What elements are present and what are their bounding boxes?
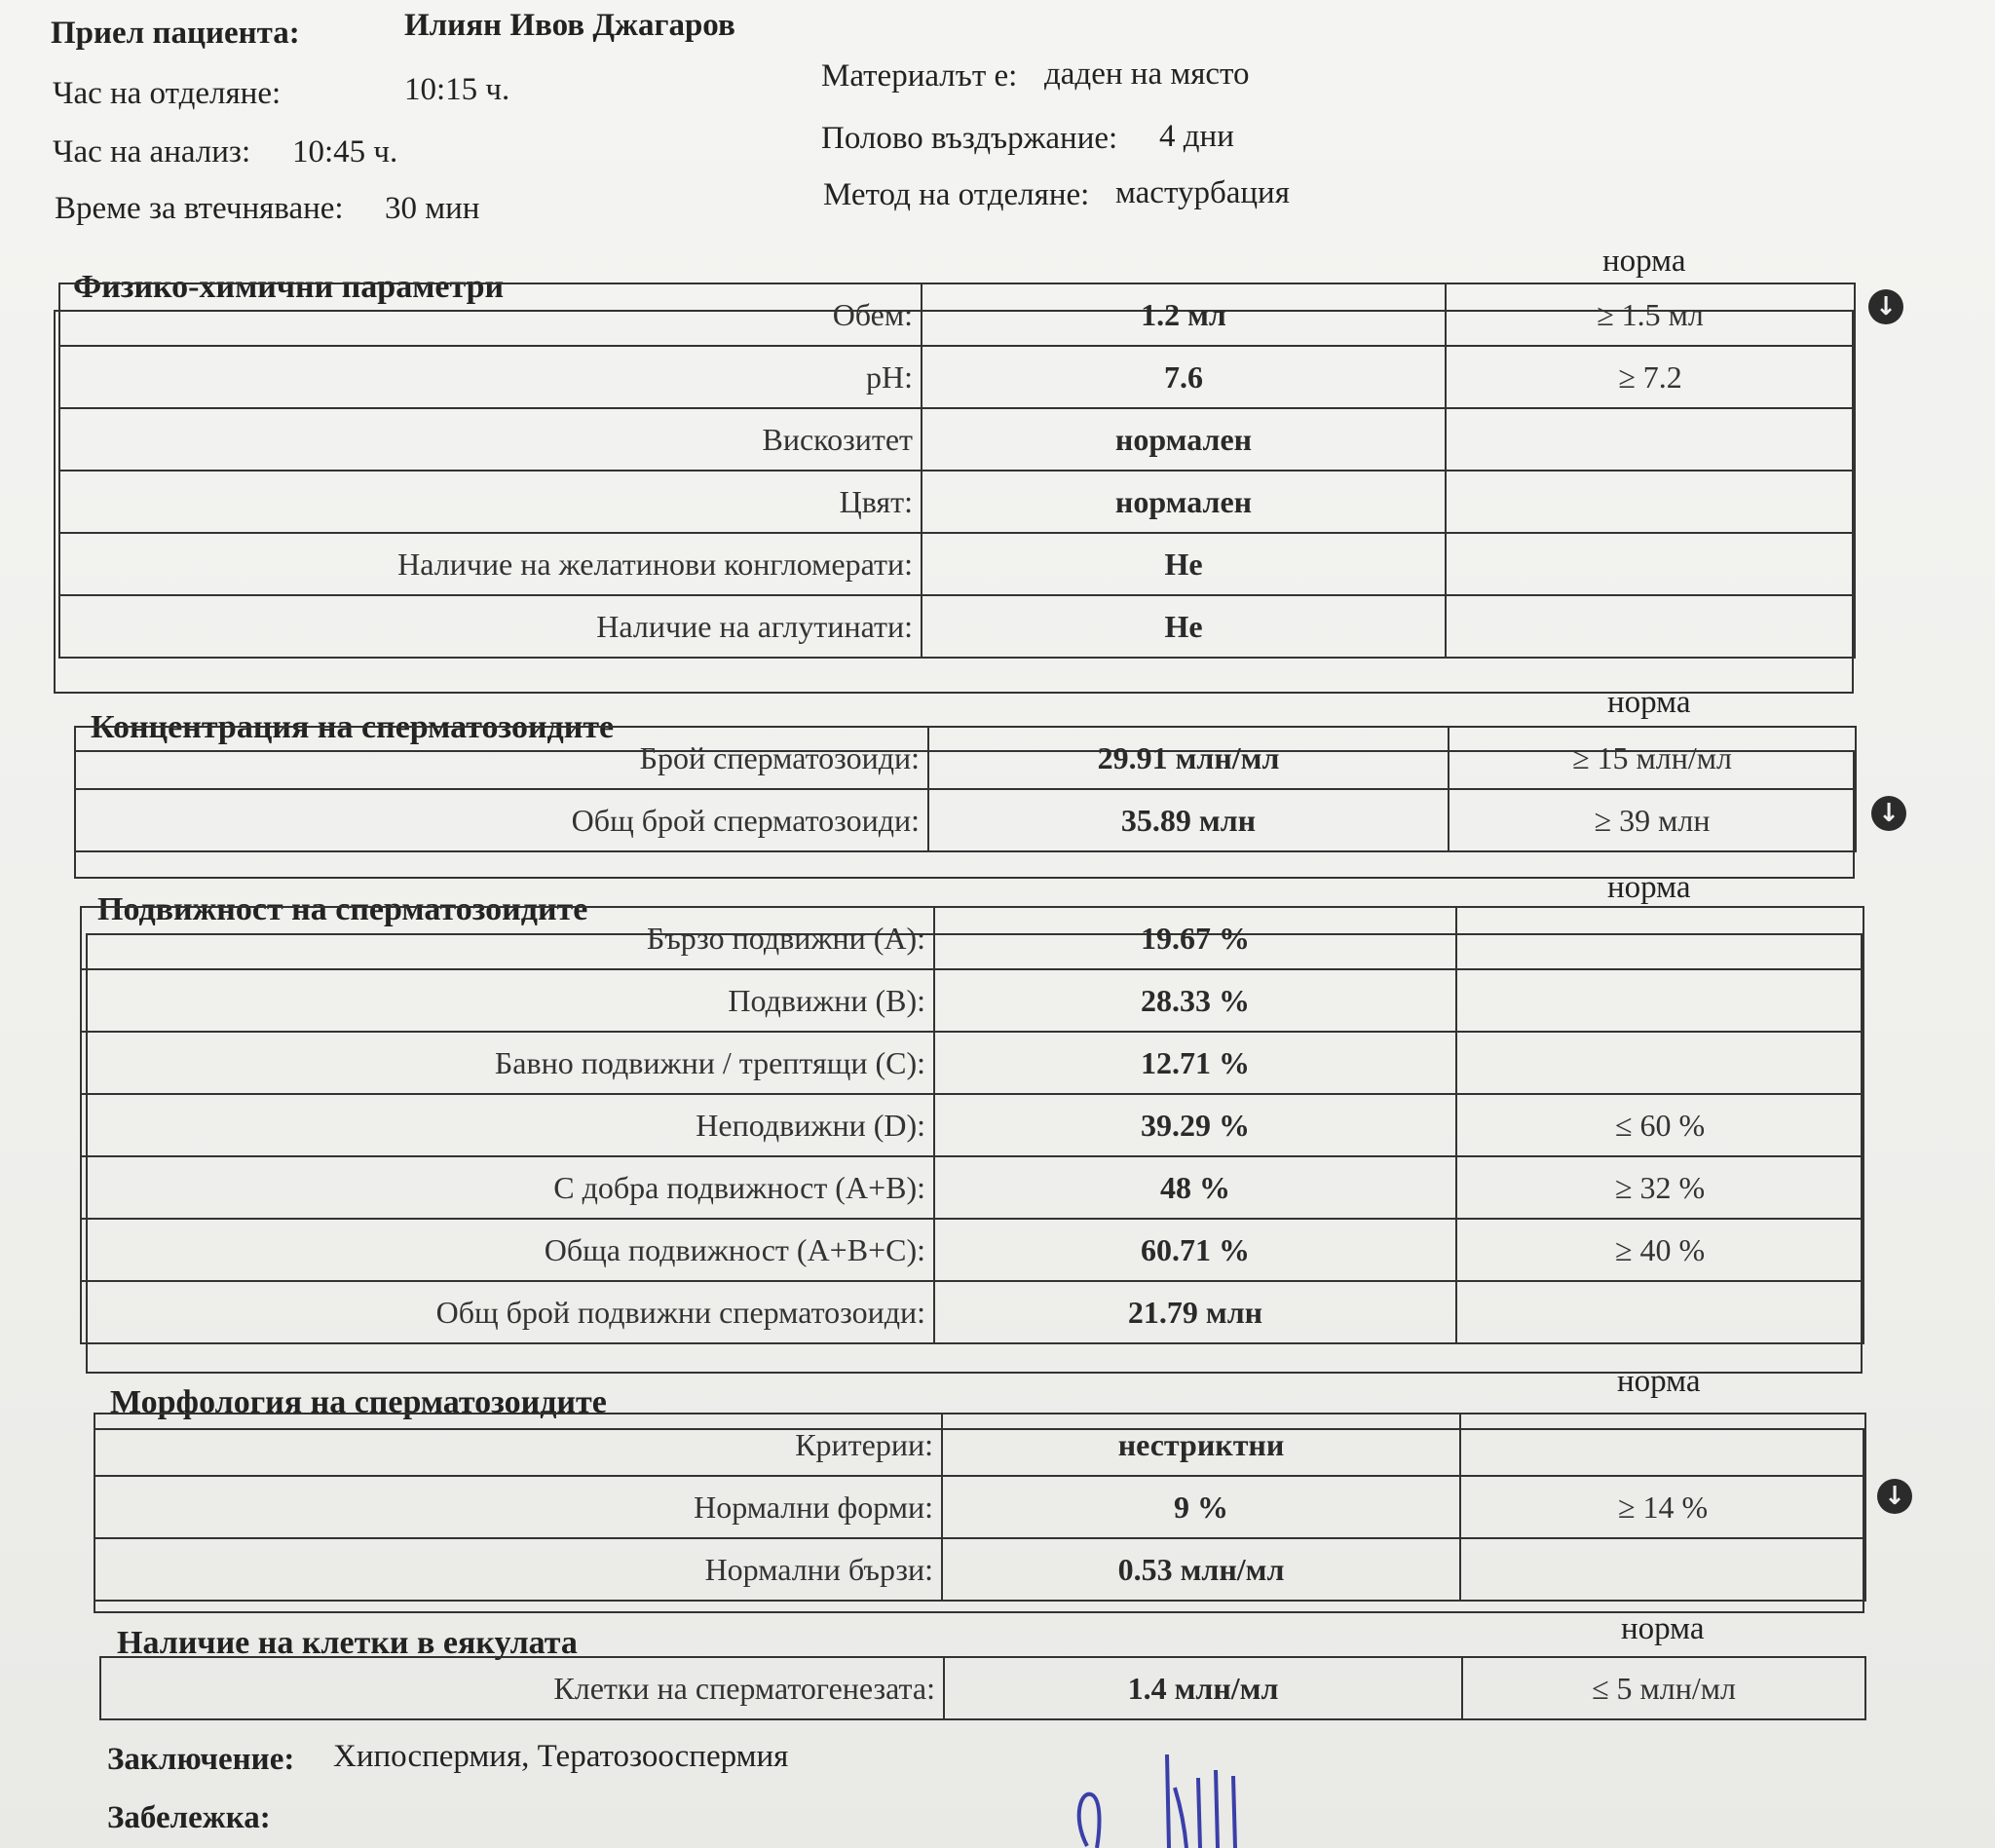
patient-label: Приел пациента: (51, 16, 300, 51)
row-label: Наличие на желатинови конгломерати: (59, 533, 922, 595)
norm-header: норма (1607, 870, 1691, 905)
arrow-down-circle-icon: ↓ (1871, 796, 1906, 831)
material-value: даден на място (1044, 57, 1250, 92)
norm-header: норма (1602, 244, 1686, 279)
row-norm: ≥ 32 % (1456, 1156, 1863, 1219)
row-norm: ≥ 14 % (1460, 1476, 1865, 1538)
arrow-down-circle-icon: ↓ (1877, 1479, 1912, 1514)
row-norm: ≥ 40 % (1456, 1219, 1863, 1281)
table-row (59, 471, 1855, 533)
row-value: 48 % (934, 1156, 1456, 1219)
method-label: Метод на отделяне: (823, 177, 1090, 212)
collection-time-label: Час на отделяне: (53, 76, 282, 111)
row-label: Бавно подвижни / трептящи (C): (81, 1032, 934, 1094)
section-title-physicochemical: Физико-химични параметри (73, 269, 505, 305)
row-value: 21.79 млн (934, 1281, 1456, 1343)
row-label: Обем: (59, 283, 922, 346)
row-value: нестриктни (942, 1414, 1460, 1476)
row-value: нормален (922, 471, 1446, 533)
row-value: 19.67 % (934, 907, 1456, 969)
row-norm (1456, 1281, 1863, 1343)
table-row (81, 969, 1863, 1032)
table-row (59, 283, 1855, 346)
row-label: Вискозитет (59, 408, 922, 471)
results-table-physicochemical (58, 283, 1856, 659)
row-norm (1456, 1032, 1863, 1094)
row-label: Неподвижни (D): (81, 1094, 934, 1156)
row-value: 29.91 млн/мл (928, 727, 1449, 789)
signature (1062, 1749, 1315, 1848)
table-row (81, 1281, 1863, 1343)
conclusion-value: Хипоспермия, Тератозооспермия (333, 1739, 789, 1774)
row-norm (1460, 1414, 1865, 1476)
results-table-morphology (94, 1413, 1866, 1602)
note-label: Забележка: (107, 1800, 271, 1835)
section-title-morphology: Морфология на сперматозоидите (110, 1384, 607, 1420)
row-value: 0.53 млн/мл (942, 1538, 1460, 1601)
material-label: Материалът е: (821, 58, 1018, 94)
liquefaction-value: 30 мин (385, 191, 480, 226)
row-value: 1.2 мл (922, 283, 1446, 346)
row-norm (1446, 595, 1855, 658)
table-row (59, 533, 1855, 595)
row-value: 12.71 % (934, 1032, 1456, 1094)
collection-time-value: 10:15 ч. (404, 72, 510, 107)
table-row (81, 1032, 1863, 1094)
table-row (100, 1657, 1865, 1719)
row-label: Нормални форми: (94, 1476, 942, 1538)
arrow-down-circle-icon: ↓ (1868, 289, 1903, 324)
analysis-time-value: 10:45 ч. (292, 134, 398, 170)
table-row (75, 789, 1856, 851)
row-norm: ≥ 7.2 (1446, 346, 1855, 408)
row-label: Бързо подвижни (A): (81, 907, 934, 969)
table-row (94, 1476, 1865, 1538)
table-row (81, 1094, 1863, 1156)
row-label: Наличие на аглутинати: (59, 595, 922, 658)
row-label: Критерии: (94, 1414, 942, 1476)
section-title-concentration: Концентрация на сперматозоидите (91, 709, 615, 745)
table-row (59, 346, 1855, 408)
row-value: 28.33 % (934, 969, 1456, 1032)
row-value: Не (922, 595, 1446, 658)
conclusion-label: Заключение: (107, 1742, 295, 1777)
row-norm (1446, 408, 1855, 471)
row-value: 7.6 (922, 346, 1446, 408)
liquefaction-label: Време за втечняване: (55, 191, 344, 226)
row-norm (1456, 969, 1863, 1032)
table-row (59, 408, 1855, 471)
row-norm: ≥ 15 млн/мл (1449, 727, 1856, 789)
row-value: 60.71 % (934, 1219, 1456, 1281)
row-value: 9 % (942, 1476, 1460, 1538)
results-table-concentration (74, 726, 1857, 852)
row-value: Не (922, 533, 1446, 595)
row-label: Цвят: (59, 471, 922, 533)
row-value: 39.29 % (934, 1094, 1456, 1156)
norm-header: норма (1617, 1364, 1701, 1399)
row-label: Нормални бързи: (94, 1538, 942, 1601)
row-label: Брой сперматозоиди: (75, 727, 928, 789)
patient-name: Илиян Ивов Джагаров (404, 8, 735, 43)
section-title-motility: Подвижност на сперматозоидите (97, 891, 588, 927)
row-norm: ≤ 60 % (1456, 1094, 1863, 1156)
row-norm (1446, 533, 1855, 595)
row-value: нормален (922, 408, 1446, 471)
table-row (81, 1156, 1863, 1219)
table-row (94, 1414, 1865, 1476)
section-title-cells: Наличие на клетки в еякулата (117, 1625, 578, 1661)
abstinence-label: Полово въздържание: (821, 121, 1118, 156)
row-norm (1456, 907, 1863, 969)
row-norm (1460, 1538, 1865, 1601)
row-label: Общ брой сперматозоиди: (75, 789, 928, 851)
table-row (94, 1538, 1865, 1601)
row-label: Подвижни (B): (81, 969, 934, 1032)
row-label: С добра подвижност (A+B): (81, 1156, 934, 1219)
norm-header: норма (1607, 685, 1691, 720)
results-table-cells (99, 1656, 1866, 1720)
row-norm: ≥ 1.5 мл (1446, 283, 1855, 346)
table-row (81, 907, 1863, 969)
method-value: мастурбация (1115, 175, 1290, 210)
row-label: pH: (59, 346, 922, 408)
row-value: 35.89 млн (928, 789, 1449, 851)
row-label: Клетки на сперматогенезата: (100, 1657, 944, 1719)
table-row (75, 727, 1856, 789)
abstinence-value: 4 дни (1159, 119, 1234, 154)
row-label: Общ брой подвижни сперматозоиди: (81, 1281, 934, 1343)
row-label: Обща подвижност (A+B+C): (81, 1219, 934, 1281)
row-norm: ≥ 39 млн (1449, 789, 1856, 851)
row-norm: ≤ 5 млн/мл (1462, 1657, 1865, 1719)
row-norm (1446, 471, 1855, 533)
row-value: 1.4 млн/мл (944, 1657, 1462, 1719)
table-row (59, 595, 1855, 658)
table-row (81, 1219, 1863, 1281)
norm-header: норма (1621, 1611, 1705, 1646)
analysis-time-label: Час на анализ: (53, 134, 251, 170)
results-table-motility (80, 906, 1864, 1344)
